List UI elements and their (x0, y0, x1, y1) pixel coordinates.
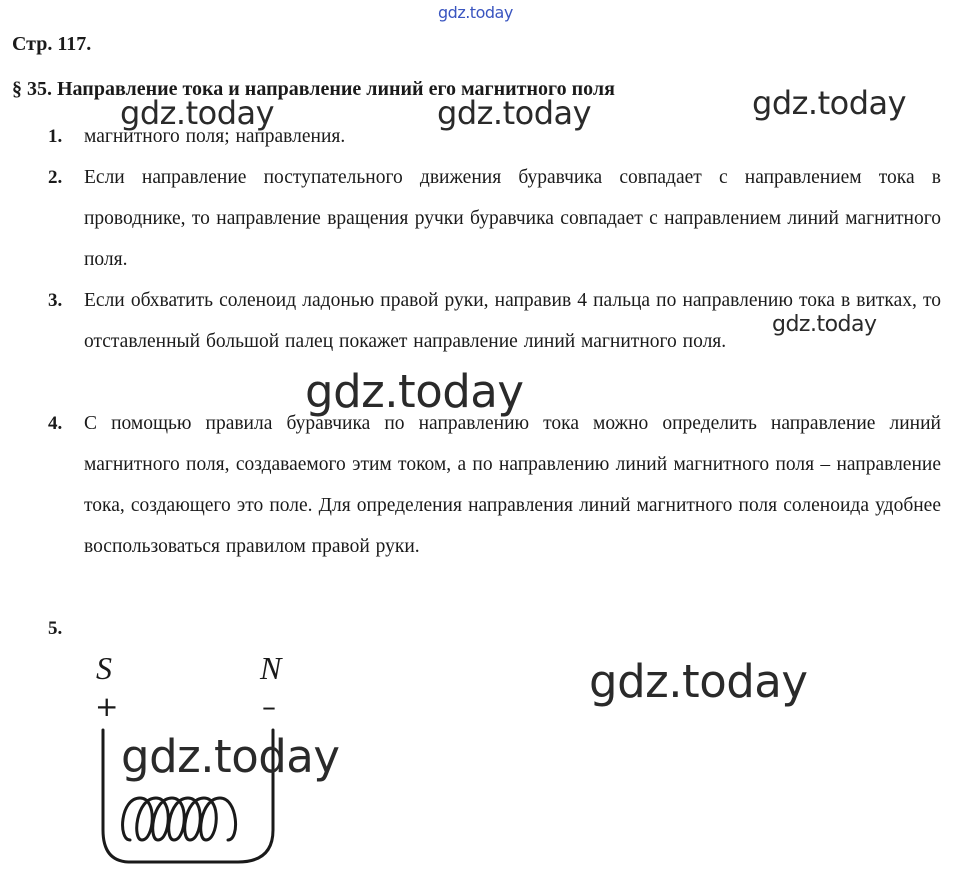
watermark: gdz.today (438, 3, 513, 22)
answer-number-3: 3. (48, 290, 63, 311)
solenoid-left-lead (103, 730, 273, 862)
watermark: gdz.today (772, 312, 877, 337)
minus-sign: – (262, 690, 276, 723)
watermark: gdz.today (120, 94, 275, 132)
pole-label-south: S (96, 650, 112, 686)
watermark: gdz.today (589, 655, 808, 708)
watermark: gdz.today (121, 730, 340, 783)
watermark: gdz.today (752, 84, 907, 122)
answer-number-4: 4. (48, 413, 63, 434)
answer-text-3: Если обхватить соленоид ладонью правой руки, направив 4 пальца по направлению тока в витках, то отставленный большой палец покажет направление линий магнитного поля. (84, 290, 941, 352)
answer-text-1: магнитного поля; направления. (84, 126, 346, 147)
answer-number-1: 1. (48, 126, 63, 147)
answer-number-2: 2. (48, 167, 63, 188)
answer-number-5: 5. (48, 618, 63, 639)
watermark: gdz.today (305, 365, 524, 418)
answer-text-2: Если направление поступательного движения буравчика совпадает с направлением тока в проводнике, то направление вращения ручки буравчика совпадает с направлением линий магнитного поля. (84, 167, 941, 270)
plus-sign: + (95, 690, 119, 723)
answer-text-4: С помощью правила буравчика по направлению тока можно определить направление линий магнитного поля, создаваемого этим током, а по направлению линий магнитного поля – направление тока, создающего это поле. Для определения направления линий магнитного поля соленоида удобнее воспользоваться правилом правой руки. (84, 413, 941, 557)
section-title: § 35. Направление тока и направление линий его магнитного поля (12, 78, 615, 100)
page-number: Стр. 117. (12, 33, 92, 55)
watermark: gdz.today (437, 94, 592, 132)
solenoid-coil-drawing (90, 650, 290, 870)
solenoid-coil-loops (123, 798, 236, 840)
pole-label-north: N (260, 650, 282, 686)
